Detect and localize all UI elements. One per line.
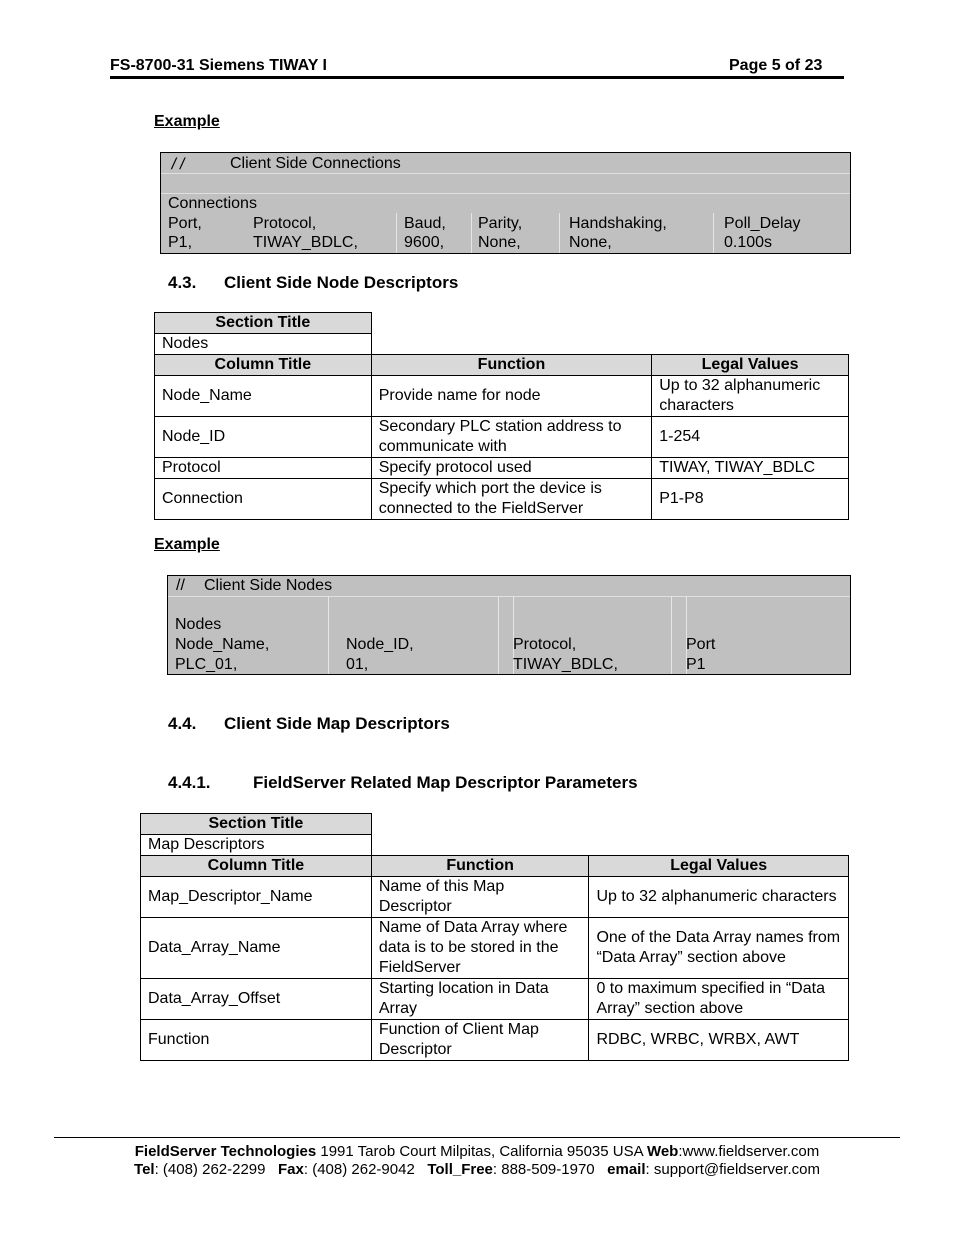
column-title-header: Column Title xyxy=(141,856,372,877)
footer-rule xyxy=(54,1137,900,1138)
col-node-id: Node_ID, xyxy=(346,636,414,653)
section-title-value: Nodes xyxy=(155,334,372,355)
row-function: Secondary PLC station address to communicate with xyxy=(371,417,652,458)
col-protocol: Protocol, xyxy=(253,215,317,232)
footer-tel-label: Tel xyxy=(134,1161,155,1178)
val-port: P1 xyxy=(686,656,706,673)
row-legal: 0 to maximum specified in “Data Array” section above xyxy=(589,979,849,1020)
row-title: Data_Array_Name xyxy=(141,918,372,979)
example-section: Connections xyxy=(168,195,257,212)
col-node-name: Node_Name, xyxy=(175,636,270,653)
row-title: Node_ID xyxy=(155,417,372,458)
row-function: Name of Data Array where data is to be stored in the FieldServer xyxy=(371,918,589,979)
col-poll-delay: Poll_Delay xyxy=(724,215,801,232)
connections-example-box xyxy=(160,152,851,254)
table-row xyxy=(155,376,849,417)
comment-mark: // xyxy=(170,156,187,172)
example-section: Nodes xyxy=(175,616,222,633)
row-function: Starting location in Data Array xyxy=(371,979,589,1020)
val-handshaking: None, xyxy=(569,234,612,251)
function-header: Function xyxy=(371,355,652,376)
footer-email-link[interactable]: : support@fieldserver.com xyxy=(645,1161,820,1178)
row-title: Node_Name xyxy=(155,376,372,417)
function-header: Function xyxy=(371,856,589,877)
val-baud: 9600, xyxy=(404,234,445,251)
row-function: Function of Client Map Descriptor xyxy=(371,1020,589,1061)
section-title-4-4: Client Side Map Descriptors xyxy=(224,714,450,733)
row-title: Protocol xyxy=(155,458,372,479)
example-label: Example xyxy=(154,113,220,130)
nodes-example-box xyxy=(167,575,851,675)
doc-title: FS-8700-31 Siemens TIWAY I xyxy=(110,57,327,74)
comment-text: Client Side Connections xyxy=(230,155,401,172)
table-row xyxy=(155,417,849,458)
col-parity: Parity, xyxy=(478,215,523,232)
map-descriptor-table xyxy=(140,813,849,1061)
section-title-4-4-1: FieldServer Related Map Descriptor Parameters xyxy=(253,773,638,792)
node-descriptor-table xyxy=(154,312,849,520)
footer-tollfree-value: : 888-509-1970 xyxy=(492,1161,595,1178)
footer-email-label: email xyxy=(607,1161,646,1178)
row-legal: Up to 32 alphanumeric characters xyxy=(589,877,849,918)
footer-web-label: Web xyxy=(646,1143,679,1160)
table-row xyxy=(141,1020,849,1061)
example-label: Example xyxy=(154,536,220,553)
row-legal: RDBC, WRBC, WRBX, AWT xyxy=(589,1020,849,1061)
col-protocol: Protocol, xyxy=(513,636,577,653)
col-port: Port xyxy=(686,636,716,653)
comment-text: Client Side Nodes xyxy=(204,577,333,594)
table-row xyxy=(155,479,849,520)
val-node-name: PLC_01, xyxy=(175,656,238,673)
section-number-4-4: 4.4. xyxy=(168,714,197,733)
row-legal: One of the Data Array names from “Data Array” section above xyxy=(589,918,849,979)
table-row xyxy=(141,918,849,979)
row-legal: 1-254 xyxy=(652,417,849,458)
table-row xyxy=(155,458,849,479)
footer-address: 1991 Tarob Court Milpitas, California 95035 USA xyxy=(316,1143,647,1160)
row-title: Connection xyxy=(155,479,372,520)
footer-tel-value: : (408) 262-2299 xyxy=(154,1161,266,1178)
column-title-header: Column Title xyxy=(155,355,372,376)
col-port: Port, xyxy=(168,215,202,232)
table-row xyxy=(141,979,849,1020)
section-title-4-3: Client Side Node Descriptors xyxy=(224,273,459,292)
row-function: Specify which port the device is connected to the FieldServer xyxy=(371,479,652,520)
footer-company: FieldServer Technologies xyxy=(134,1143,317,1160)
footer-web-link[interactable]: :www.fieldserver.com xyxy=(678,1143,820,1160)
col-baud: Baud, xyxy=(404,215,446,232)
header-rule xyxy=(110,76,844,79)
row-title: Data_Array_Offset xyxy=(141,979,372,1020)
legal-values-header: Legal Values xyxy=(589,856,849,877)
row-legal: P1-P8 xyxy=(652,479,849,520)
section-title-header: Section Title xyxy=(141,814,372,835)
row-title: Map_Descriptor_Name xyxy=(141,877,372,918)
legal-values-header: Legal Values xyxy=(652,355,849,376)
page-number: Page 5 of 23 xyxy=(729,57,823,74)
row-legal: TIWAY, TIWAY_BDLC xyxy=(652,458,849,479)
row-title: Function xyxy=(141,1020,372,1061)
val-protocol: TIWAY_BDLC, xyxy=(513,656,618,673)
footer-tollfree-label: Toll_Free xyxy=(427,1161,493,1178)
footer-fax-label: Fax xyxy=(278,1161,304,1178)
row-legal: Up to 32 alphanumeric characters xyxy=(652,376,849,417)
val-poll-delay: 0.100s xyxy=(724,234,773,251)
row-function: Specify protocol used xyxy=(371,458,652,479)
footer-fax-value: : (408) 262-9042 xyxy=(303,1161,415,1178)
row-function: Provide name for node xyxy=(371,376,652,417)
val-node-id: 01, xyxy=(346,656,369,673)
row-function: Name of this Map Descriptor xyxy=(371,877,589,918)
section-title-header: Section Title xyxy=(155,313,372,334)
val-parity: None, xyxy=(478,234,521,251)
section-title-value: Map Descriptors xyxy=(141,835,372,856)
footer-line-2 xyxy=(0,1161,954,1179)
table-row xyxy=(141,877,849,918)
val-port: P1, xyxy=(168,234,193,251)
val-protocol: TIWAY_BDLC, xyxy=(253,234,358,251)
section-number: 4.3. xyxy=(168,273,197,292)
col-handshaking: Handshaking, xyxy=(569,215,667,232)
comment-mark: // xyxy=(176,577,185,594)
section-heading-4-3 xyxy=(168,273,196,293)
footer-line-1 xyxy=(0,1143,954,1161)
section-number-4-4-1: 4.4.1. xyxy=(168,773,211,792)
